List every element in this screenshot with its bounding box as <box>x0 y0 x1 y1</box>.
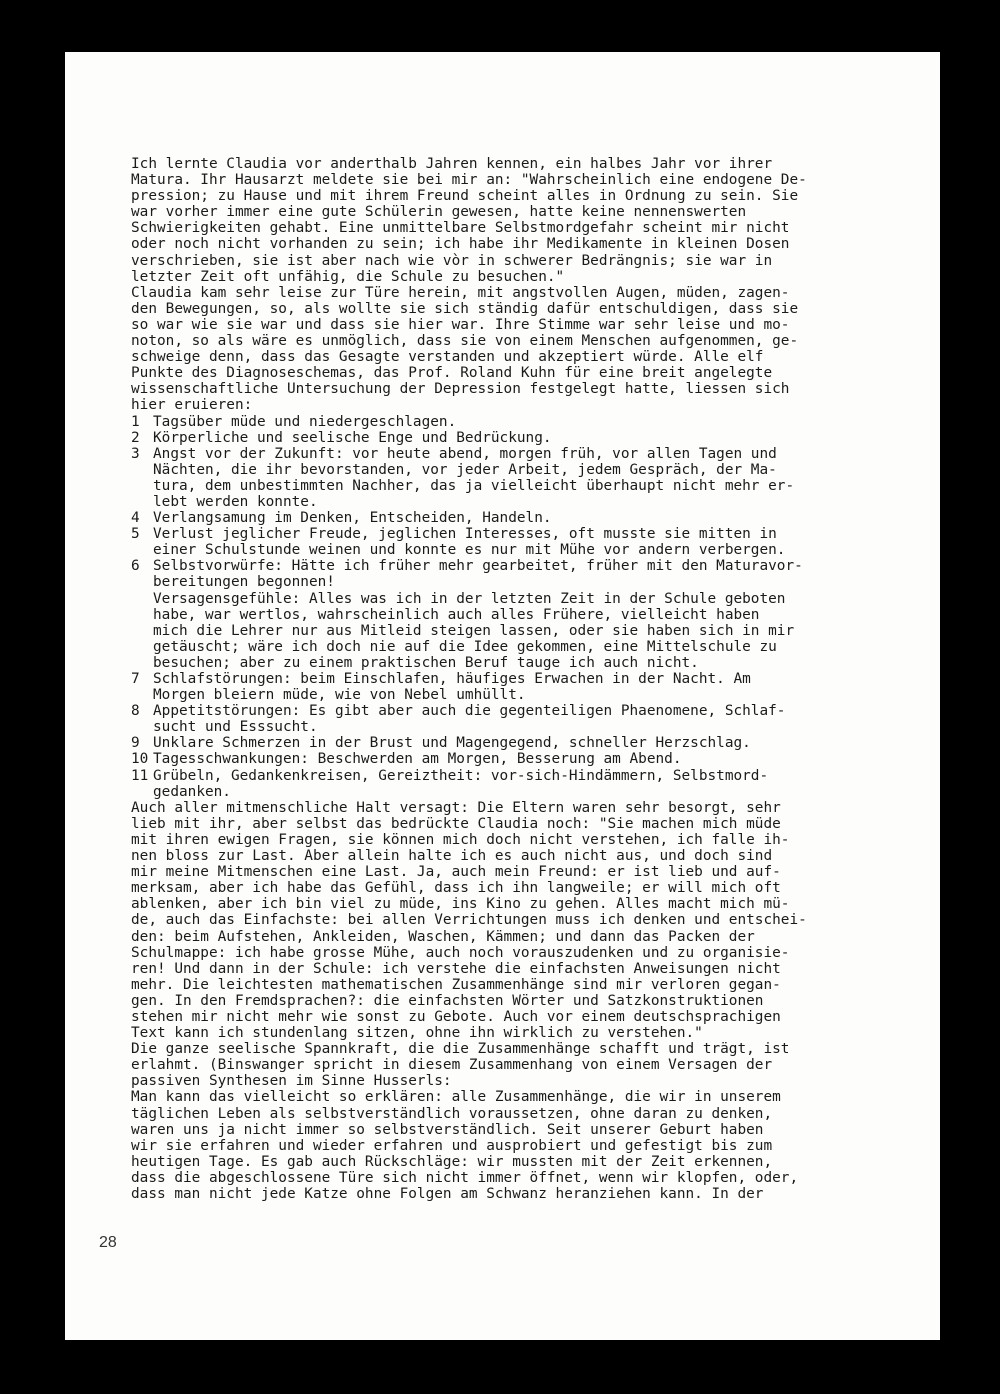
list-item <box>131 446 901 510</box>
text-line: Text kann ich stundenlang sitzen, ohne ihn wirklich zu verstehen." <box>131 1025 703 1042</box>
symptom-list <box>131 414 901 800</box>
text-line: den Bewegungen, so, als wollte sie sich ständig dafür entschuldigen, dass sie <box>131 300 799 317</box>
text-line: Tagsüber müde und niedergeschlagen. <box>153 413 457 430</box>
text-line: so war wie sie war und dass sie hier war. Ihre Stimme war sehr leise und mo- <box>131 316 790 333</box>
text-line: Versagensgefühle: Alles was ich in der letzten Zeit in der Schule geboten <box>153 590 786 607</box>
text-line: Schlafstörungen: beim Einschlafen, häufiges Erwachen in der Nacht. Am <box>153 671 751 687</box>
list-item-number: 9 <box>131 735 140 752</box>
list-item-number: 5 <box>131 526 140 543</box>
text-line: Appetitstörungen: Es gibt aber auch die gegenteiligen Phaenomene, Schlaf- <box>153 703 786 720</box>
list-item-text <box>153 446 794 510</box>
list-item-text <box>153 671 751 703</box>
text-line: sucht und Esssucht. <box>153 719 318 736</box>
list-item-number: 4 <box>131 510 140 527</box>
list-item-text <box>153 510 552 526</box>
text-line: täglichen Leben als selbstverständlich voraussetzen, ohne daran zu denken, <box>131 1105 773 1122</box>
text-line: dass man nicht jede Katze ohne Folgen am Schwanz heranziehen kann. In der <box>131 1186 764 1202</box>
text-line: dass die abgeschlossene Türe sich nicht immer öffnet, wenn wir klopfen, oder, <box>131 1169 799 1186</box>
list-item <box>131 510 901 526</box>
text-line: Matura. Ihr Hausarzt meldete sie bei mir an: "Wahrscheinlich eine endogene De- <box>131 172 807 189</box>
text-line: wissenschaftliche Untersuchung der Depression festgelegt hatte, liessen sich <box>131 381 790 398</box>
text-line: schweige denn, dass das Gesagte verstanden und akzeptiert würde. Alle elf <box>131 349 764 366</box>
list-item-text <box>153 751 682 767</box>
list-item-text <box>153 430 552 446</box>
list-item <box>131 735 901 751</box>
document-page <box>65 52 940 1340</box>
text-line: Schulmappe: ich habe grosse Mühe, auch noch vorauszudenken und zu organisie- <box>131 944 790 961</box>
list-item-number: 3 <box>131 445 140 462</box>
text-line: Verlust jeglicher Freude, jeglichen Interesses, oft musste sie mitten in <box>153 526 777 543</box>
list-item-text <box>153 735 751 751</box>
text-line: Morgen bleiern müde, wie von Nebel umhüllt. <box>153 687 526 704</box>
text-line: getäuscht; wäre ich doch nie auf die Idee gekommen, eine Mittelschule zu <box>153 638 777 655</box>
list-item <box>131 768 901 800</box>
text-line: erlahmt. (Binswanger spricht in diesem Zusammenhang von einem Versagen der <box>131 1057 773 1074</box>
text-line: habe, war wertlos, wahrscheinlich auch alles Frühere, vielleicht haben <box>153 606 760 623</box>
body-text <box>131 156 901 1202</box>
text-line: Selbstvorwürfe: Hätte ich früher mehr gearbeitet, früher mit den Maturavor- <box>153 558 803 575</box>
text-line: tura, dem unbestimmten Nachher, das ja vielleicht überhaupt nicht mehr er- <box>153 477 795 494</box>
text-line: ablenken, aber ich bin viel zu müde, ins Kino zu gehen. Alles macht mich mü- <box>131 896 790 913</box>
text-line: mir meine Mitmenschen eine Last. Ja, auch mein Freund: er ist lieb und auf- <box>131 864 781 881</box>
list-item <box>131 703 901 735</box>
text-line: Ich lernte Claudia vor anderthalb Jahren kennen, ein halbes Jahr vor ihrer <box>131 156 773 172</box>
text-line: passiven Synthesen im Sinne Husserls: <box>131 1073 452 1090</box>
text-line: pression; zu Hause und mit ihrem Freund scheint alles in Ordnung zu sein. Sie <box>131 188 799 205</box>
text-line: besuchen; aber zu einem praktischen Beruf tauge ich auch nicht. <box>153 654 699 671</box>
list-item-number: 10 <box>131 751 149 768</box>
text-line: stehen mir nicht mehr wie sonst zu Gebote. Auch vor einem deutschsprachigen <box>131 1008 781 1025</box>
text-line: Schwierigkeiten gehabt. Eine unmittelbare Selbstmordgefahr scheint mir nicht <box>131 220 790 237</box>
text-line: wir sie erfahren und wieder erfahren und ausprobiert und gefestigt bis zum <box>131 1137 773 1154</box>
list-item-number: 2 <box>131 429 140 446</box>
text-line: waren uns ja nicht immer so selbstverständlich. Seit unserer Geburt haben <box>131 1121 764 1138</box>
text-line: lieb mit ihr, aber selbst das bedrückte Claudia noch: "Sie machen mich müde <box>131 815 781 832</box>
text-line: Körperliche und seelische Enge und Bedrückung. <box>153 429 552 446</box>
list-item-number: 1 <box>131 413 140 430</box>
text-line: den: beim Aufstehen, Ankleiden, Waschen, Kämmen; und dann das Packen der <box>131 928 755 945</box>
outro-paragraph <box>131 800 901 1202</box>
text-line: heutigen Tage. Es gab auch Rückschläge: wir mussten mit der Zeit erkennen, <box>131 1153 773 1170</box>
text-line: noton, so als wäre es unmöglich, dass sie von einem Menschen aufgenommen, ge- <box>131 333 799 350</box>
text-line: letzter Zeit oft unfähig, die Schule zu besuchen." <box>131 268 565 285</box>
list-item <box>131 671 901 703</box>
list-item <box>131 414 901 430</box>
list-item-text <box>153 414 456 430</box>
list-item <box>131 558 901 671</box>
text-line: Unklare Schmerzen in der Brust und Magengegend, schneller Herzschlag. <box>153 735 751 752</box>
text-line: bereitungen begonnen! <box>153 574 335 591</box>
intro-paragraph <box>131 156 901 414</box>
text-line: mit ihren ewigen Fragen, sie können mich doch nicht verstehen, ich falle ih- <box>131 831 790 848</box>
text-line: lebt werden konnte. <box>153 493 318 510</box>
text-line: Verlangsamung im Denken, Entscheiden, Handeln. <box>153 510 552 527</box>
text-line: Grübeln, Gedankenkreisen, Gereiztheit: vor-sich-Hindämmern, Selbstmord- <box>153 767 769 784</box>
list-item-number: 7 <box>131 671 140 687</box>
list-item-text <box>153 526 785 558</box>
text-line: mehr. Die leichtesten mathematischen Zusammenhänge sind mir verloren gegan- <box>131 976 781 993</box>
text-line: verschrieben, sie ist aber nach wie vòr in schwerer Bedrängnis; sie war in <box>131 252 773 269</box>
list-item <box>131 751 901 767</box>
text-line: hier eruieren: <box>131 397 253 414</box>
list-item <box>131 526 901 558</box>
text-line: Auch aller mitmenschliche Halt versagt: Die Eltern waren sehr besorgt, sehr <box>131 799 781 816</box>
text-line: war vorher immer eine gute Schülerin gewesen, hatte keine nennenswerten <box>131 204 747 221</box>
text-line: de, auch das Einfachste: bei allen Verrichtungen muss ich denken und entschei- <box>131 912 807 929</box>
text-line: ren! Und dann in der Schule: ich verstehe die einfachsten Anweisungen nicht <box>131 960 781 977</box>
list-item-text <box>153 558 803 671</box>
list-item-number: 6 <box>131 558 140 575</box>
list-item <box>131 430 901 446</box>
text-line: Claudia kam sehr leise zur Türe herein, mit angstvollen Augen, müden, zagen- <box>131 284 790 301</box>
list-item-text <box>153 703 785 735</box>
text-line: merksam, aber ich habe das Gefühl, dass ich ihn langweile; er will mich oft <box>131 880 781 897</box>
text-line: nen bloss zur Last. Aber allein halte ich es auch nicht aus, und doch sind <box>131 848 773 865</box>
text-line: gedanken. <box>153 783 231 800</box>
text-line: gen. In den Fremdsprachen?: die einfachsten Wörter und Satzkonstruktionen <box>131 992 764 1009</box>
list-item-text <box>153 768 768 800</box>
text-line: Tagesschwankungen: Beschwerden am Morgen, Besserung am Abend. <box>153 751 682 768</box>
text-line: mich die Lehrer nur aus Mitleid steigen lassen, oder sie haben sich in mir <box>153 622 795 639</box>
list-item-number: 11 <box>131 767 149 784</box>
text-line: einer Schulstunde weinen und konnte es nur mit Mühe vor andern verbergen. <box>153 542 786 559</box>
text-line: Man kann das vielleicht so erklären: alle Zusammenhänge, die wir in unserem <box>131 1089 781 1106</box>
text-line: Die ganze seelische Spannkraft, die die Zusammenhänge schafft und trägt, ist <box>131 1041 790 1058</box>
text-line: Punkte des Diagnoseschemas, das Prof. Roland Kuhn für eine breit angelegte <box>131 365 773 382</box>
list-item-number: 8 <box>131 703 140 720</box>
text-line: oder noch nicht vorhanden zu sein; ich habe ihr Medikamente in kleinen Dosen <box>131 236 790 253</box>
text-line: Nächten, die ihr bevorstanden, vor jeder Arbeit, jedem Gespräch, der Ma- <box>153 461 777 478</box>
page-number: 28 <box>99 1234 117 1251</box>
text-line: Angst vor der Zukunft: vor heute abend, morgen früh, vor allen Tagen und <box>153 445 777 462</box>
